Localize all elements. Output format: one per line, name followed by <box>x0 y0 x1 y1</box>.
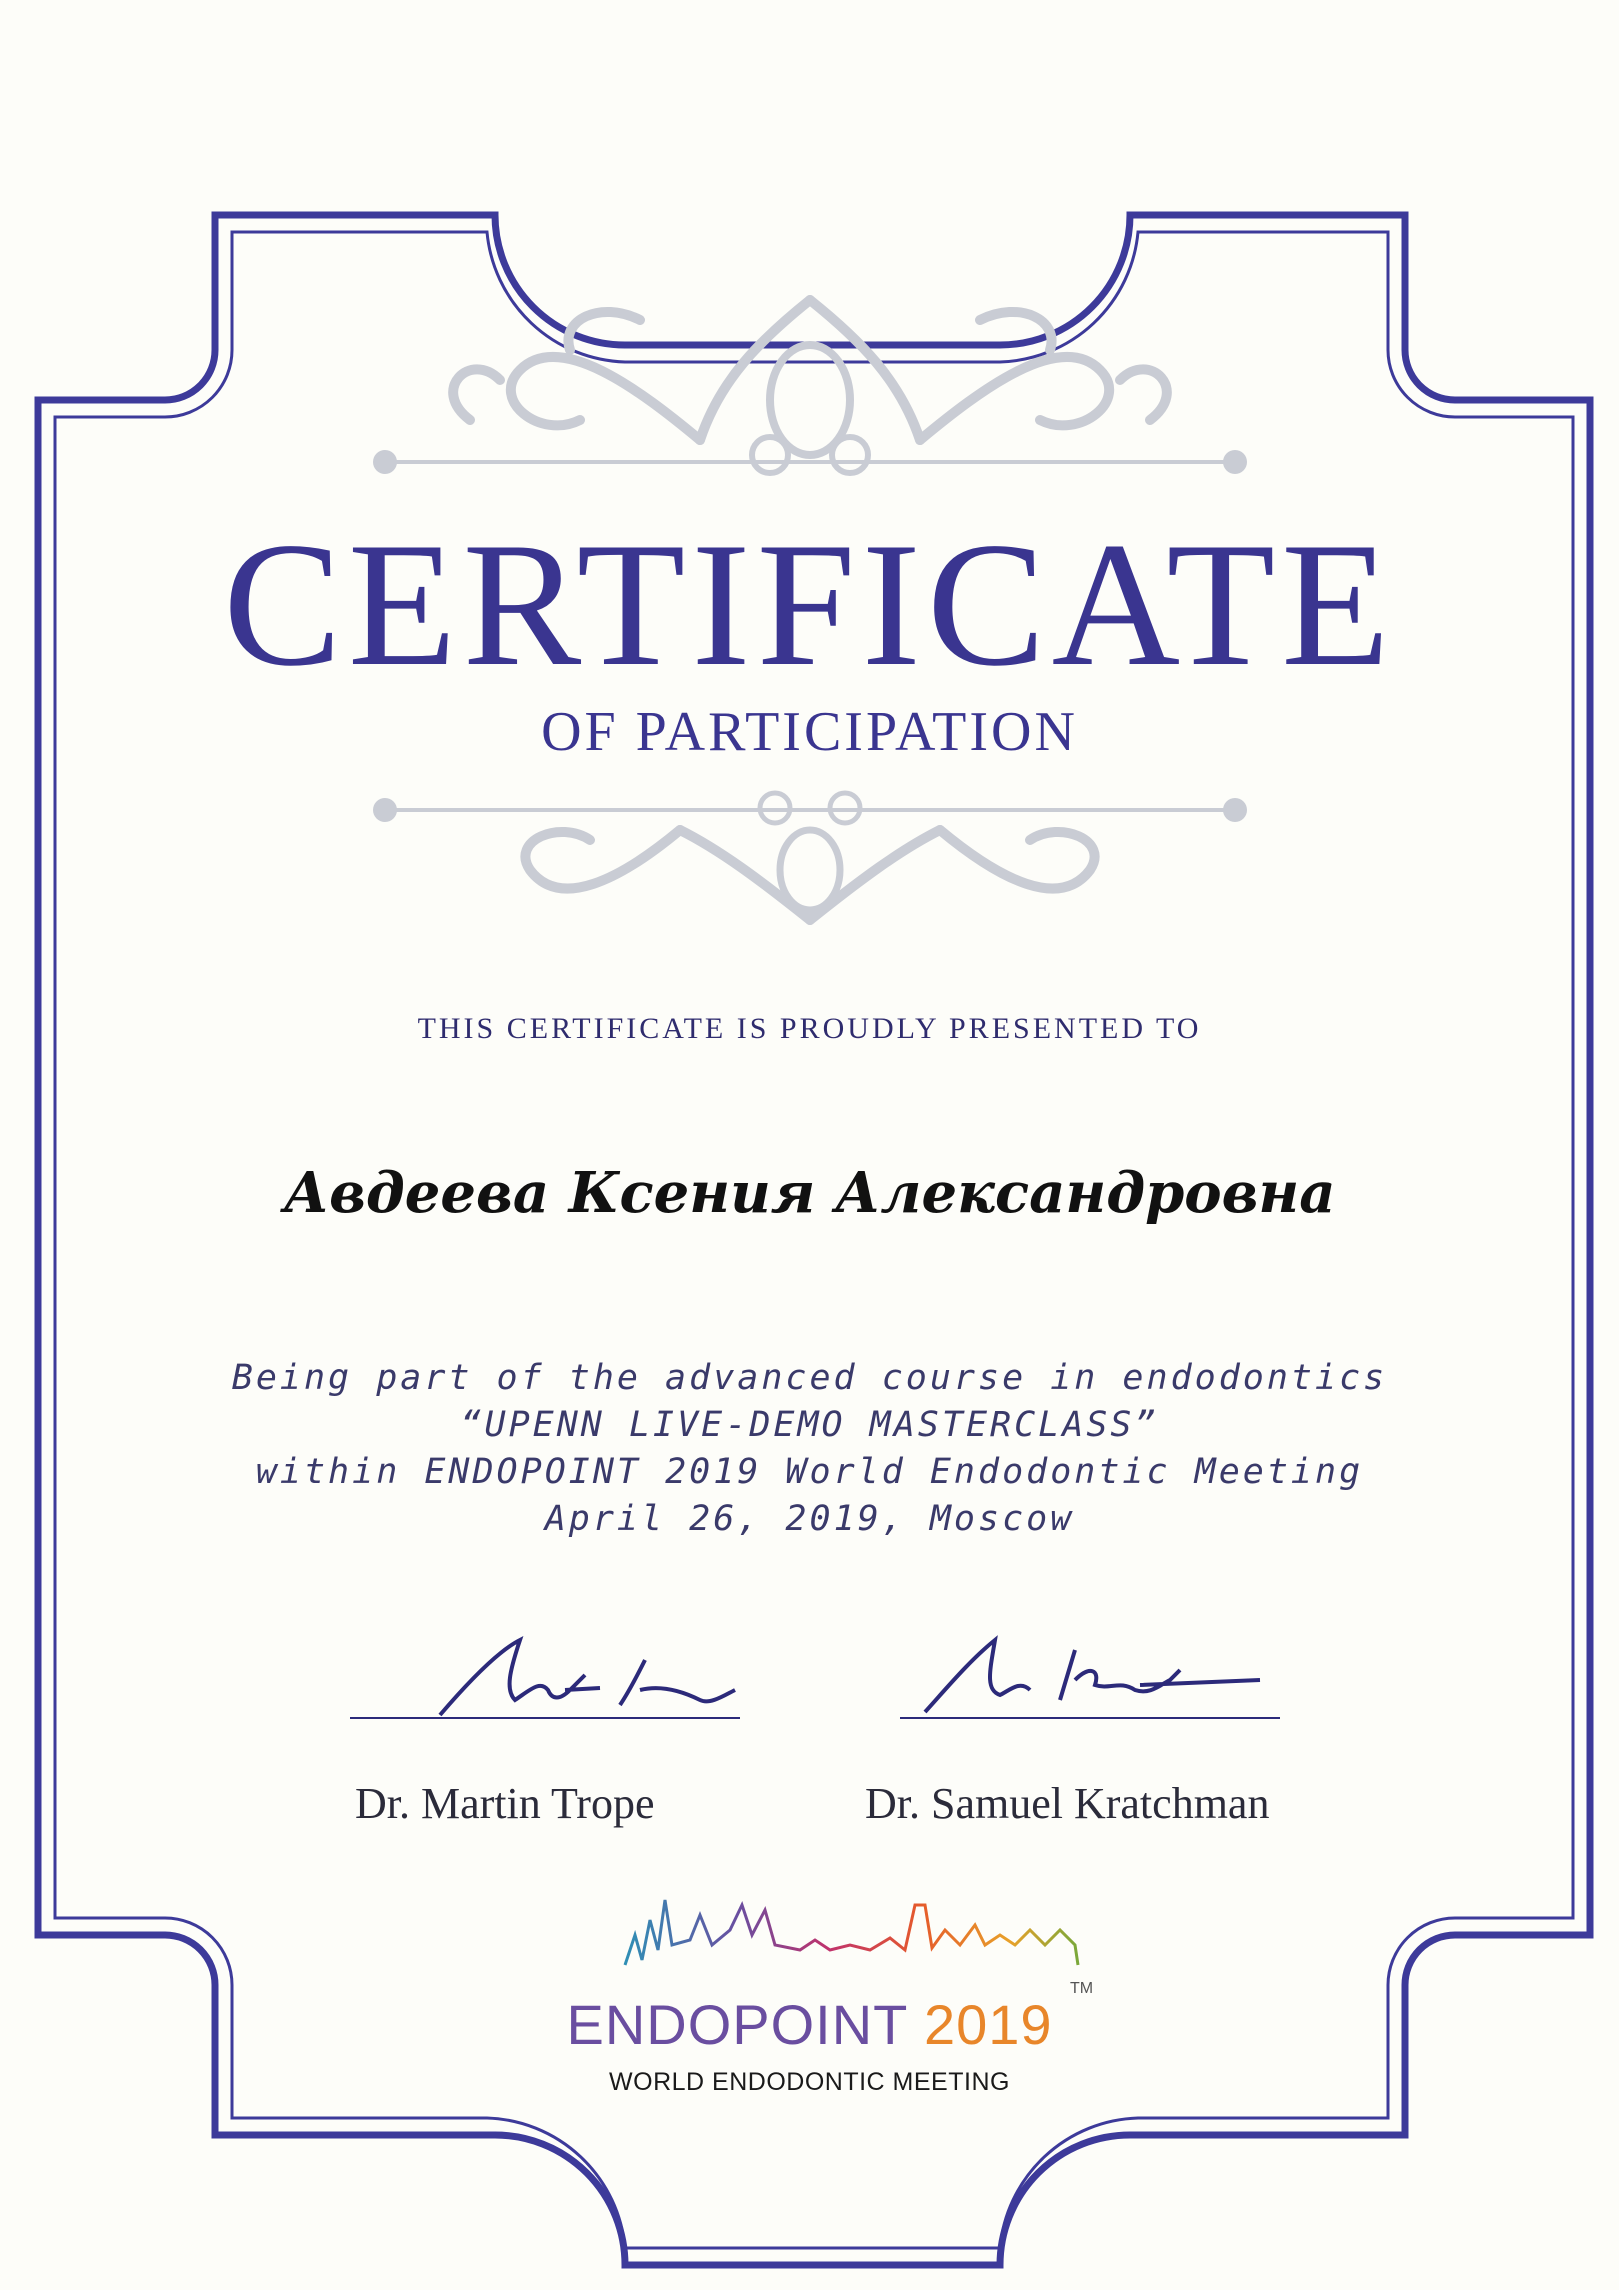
description-line: within ENDOPOINT 2019 World Endodontic Meeting <box>255 1452 1364 1492</box>
signatory-name-left: Dr. Martin Trope <box>355 1779 655 1828</box>
certificate-title: CERTIFICATE <box>223 505 1396 703</box>
presented-to-line: THIS CERTIFICATE IS PROUDLY PRESENTED TO <box>417 1012 1202 1045</box>
description-line: April 26, 2019, Moscow <box>544 1499 1075 1539</box>
signatory-name-right: Dr. Samuel Kratchman <box>865 1779 1270 1828</box>
logo-subtitle: WORLD ENDODONTIC MEETING <box>609 2068 1010 2096</box>
description-line: Being part of the advanced course in endodontics <box>231 1358 1388 1398</box>
recipient-name: Авдеева Ксения Александровна <box>283 1160 1336 1226</box>
logo-wordmark <box>0 1992 1619 2057</box>
logo-name: ENDOPOINT <box>566 1993 908 2056</box>
certificate-subtitle: OF PARTICIPATION <box>541 701 1078 763</box>
description-line: “UPENN LIVE-DEMO MASTERCLASS” <box>460 1405 1159 1445</box>
logo-year: 2019 <box>923 1993 1053 2056</box>
trademark-mark: TM <box>1070 1980 1094 1997</box>
